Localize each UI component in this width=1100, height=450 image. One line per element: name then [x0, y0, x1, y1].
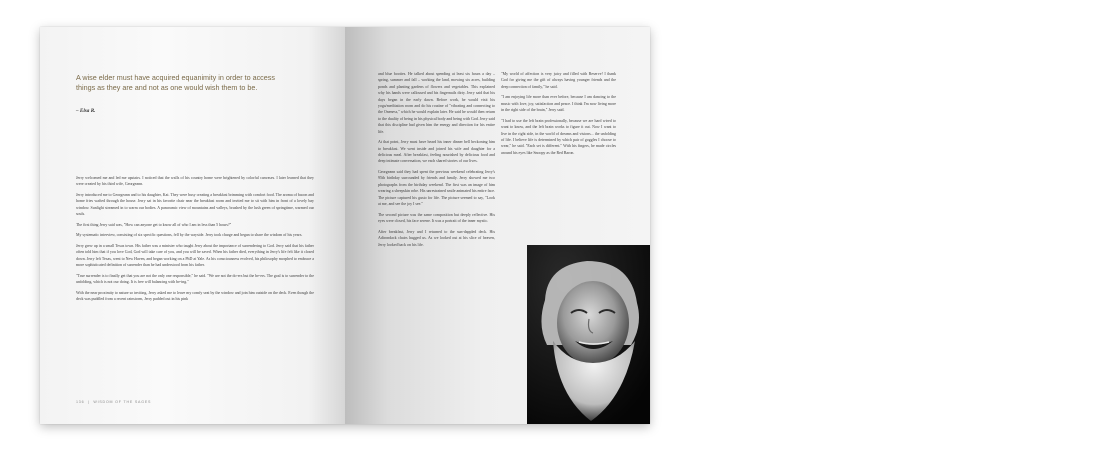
paragraph: Jerry introduced me to Georgeann and to his daughter, Kai. They were busy creating a breakfast brimming with comfort food. The aroma of bacon and home fries wafted through the house. Jerry sat in his favorite chair near the breakfast room and invited me to sit with him in front of a lovely bay window. Sunlight streamed in to warm our bodies. A panoramic view of mountains and valleys, brushed by the lush green of springtime, warmed our souls.	[76, 192, 314, 217]
left-body-text	[76, 175, 314, 307]
pull-quote: A wise elder must have acquired equanimity in order to access things as they are and not as one would wish them to be.	[76, 73, 275, 92]
right-column-b	[501, 71, 616, 160]
paragraph: Georgeann said they had spent the previous weekend celebrating Jerry's 95th birthday surrounded by friends and family. Jerry showed me two photographs from the birthday weekend. The first was an image of him wearing a sheepskin robe. His unrestrained smile animated his entire face. The picture captured his gusto for life. The picture seemed to say, "Look at me, and see the joy I see."	[378, 169, 495, 207]
portrait-image	[527, 245, 650, 424]
running-head: WISDOM OF THE SAGES	[93, 400, 152, 404]
right-column-a	[378, 71, 495, 252]
paragraph: At that point, Jerry must have heard his inner dinner bell beckoning him to breakfast. We went inside and joined his wife and daughter for a delicious meal. After breakfast, feeling nourished by delicious food and deep intimate conversation, we each shared stories of our lives.	[378, 139, 495, 164]
footer-divider: |	[86, 400, 92, 404]
paragraph: My systematic interview, consisting of six specific questions, fell by the wayside. Jerry took charge and began to share the wisdom of his years.	[76, 232, 303, 238]
paragraph: After breakfast, Jerry and I returned to the sun-dappled deck. His Adirondack chairs hugged us. As we looked out at his slice of heaven, Jerry looked back on his life.	[378, 228, 495, 247]
page-footer	[76, 400, 151, 404]
paragraph: and blue booties. He talked about spending at least six hours a day – spring, summer and fall – working the land, mowing six acres, building ponds and planting gardens of flowers and vegetables. This explained why his hands were calloused and his fingernails dirty. Jerry said that his days began in the early dawn. Before work, he would visit his yoga/meditation room and do his routine of "vibrating and connecting to the Oneness," which he would explain later. He said he would then return to the duality of being in his physical body and being with God. Jerry said that this discipline had given him the energy and direction for his entire life.	[378, 71, 495, 134]
paragraph: "My world of affection is very juicy and filled with Reserve! I thank God for giving me the gift of always having younger friends and the deep connection of family," he said.	[501, 71, 616, 89]
quote-author: – Elsa R.	[76, 108, 96, 114]
book-spread	[40, 27, 650, 424]
right-page	[345, 27, 650, 424]
paragraph: The first thing Jerry said was, "How can anyone get to know all of who I am in less than 5 hours?"	[76, 221, 232, 227]
paragraph: "I am enjoying life more than ever before, because I am dancing to the music with love, joy, satisfaction and peace. I think I'm now living more in the right side of the brain," Jerry said.	[501, 94, 616, 113]
paragraph: "True surrender is to finally get that you are not the only one responsible," he said. "We are not the do-ers but the be-ers. The goal is to surrender to the unfolding, which is not our doing. It is free will balancing with be-ing."	[76, 272, 314, 285]
paragraph: The second picture was the same composition but deeply reflective. His eyes were closed, his face serene. It was a portrait of the inner mystic.	[378, 211, 495, 224]
left-page	[40, 27, 345, 424]
paragraph: Jerry grew up in a small Texas town. His father was a minister who taught Jerry about the importance of surrendering to God. Jerry said that his father often told him that if you love God, God will take care of you, and you will be saved. When his father died, everything in Jerry's life felt like it closed down. Jerry left Texas, went to New Haven, and began working on a PhD at Yale. As his consciousness evolved, his philosophy morphed to embrace a more sophisticated definition of surrender than he had understood from his father.	[76, 243, 314, 268]
page-number: 136	[76, 400, 85, 404]
paragraph: With the near proximity to nature so inviting, Jerry asked me to leave my comfy seat by the window and join him outside on the deck. Even though the deck was puddled from a recent rainstorm, Jerry padded out in his pink	[76, 289, 315, 302]
paragraph: Jerry welcomed me and led me upstairs. I noticed that the walls of his country home were brightened by colorful canvases. I later learned that they were created by his third wife, Georgeann.	[76, 175, 314, 187]
portrait-photo	[527, 245, 650, 424]
paragraph: "I had to use the left brain professionally, because we are hard wired to want to know, and the left brain works to figure it out. Now I want to live in the right side, in the world of dreams and visions... the unfolding of life. I believe life is determined by which pair of goggles I choose to wear," he said. "Each set is different." With his fingers, he made circles around his eyes like Snoopy as the Red Baron.	[501, 117, 616, 155]
